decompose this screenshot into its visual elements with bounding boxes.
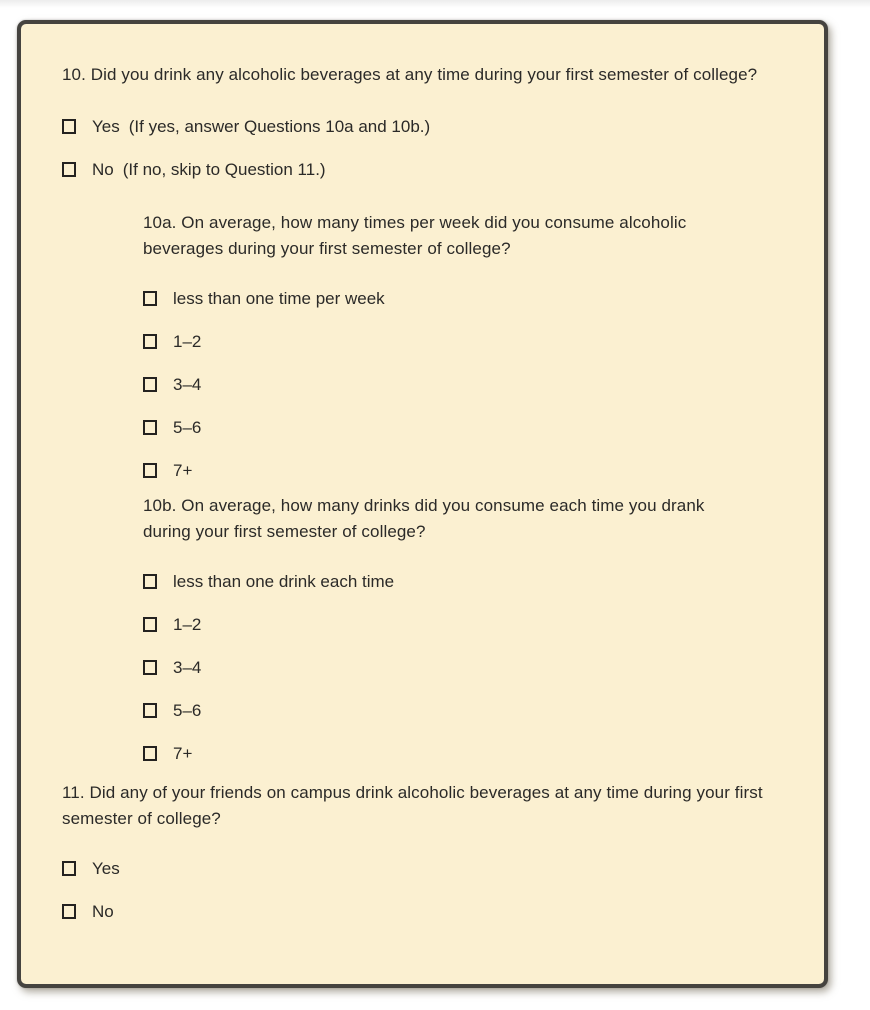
- question-11-text: 11. Did any of your friends on campus drink alcoholic beverages at any time during your first semester of college?: [62, 783, 763, 828]
- question-10-text: 10. Did you drink any alcoholic beverages at any time during your first semester of college?: [62, 65, 758, 84]
- q10a-option-4-checkbox[interactable]: [143, 463, 157, 478]
- q10a-option-0-label: less than one time per week: [173, 289, 385, 308]
- q10-yes-note: (If yes, answer Questions 10a and 10b.): [128, 117, 431, 136]
- q10a-option-2-label: 3–4: [173, 375, 202, 394]
- question-11: [62, 780, 784, 920]
- q10a-option-2-checkbox[interactable]: [143, 377, 157, 392]
- q10a-option-1-label: 1–2: [173, 332, 202, 351]
- q10b-option-1[interactable]: [143, 616, 784, 633]
- q10a-option-4-label: 7+: [173, 461, 193, 480]
- q10a-option-1[interactable]: [143, 333, 784, 350]
- q10b-option-1-label: 1–2: [173, 615, 202, 634]
- q10b-option-0-checkbox[interactable]: [143, 574, 157, 589]
- q10a-option-0[interactable]: [143, 290, 784, 307]
- q10-yes-label: Yes: [92, 117, 120, 136]
- q10b-option-2-checkbox[interactable]: [143, 660, 157, 675]
- q10a-option-0-checkbox[interactable]: [143, 291, 157, 306]
- survey-card: [17, 20, 828, 988]
- q10b-option-1-checkbox[interactable]: [143, 617, 157, 632]
- q10b-option-0-label: less than one drink each time: [173, 572, 395, 591]
- q11-option-no[interactable]: [62, 903, 784, 920]
- q10-no-checkbox[interactable]: [62, 162, 76, 177]
- q10-no-label: No: [92, 160, 114, 179]
- q10a-option-3-checkbox[interactable]: [143, 420, 157, 435]
- q11-no-label: No: [92, 902, 114, 921]
- q11-yes-checkbox[interactable]: [62, 861, 76, 876]
- q10a-option-1-checkbox[interactable]: [143, 334, 157, 349]
- q10b-option-4-label: 7+: [173, 744, 193, 763]
- q10a-option-4[interactable]: [143, 462, 784, 479]
- q10b-option-3-checkbox[interactable]: [143, 703, 157, 718]
- question-10b-text: 10b. On average, how many drinks did you consume each time you drank during your first semester of college?: [143, 496, 705, 541]
- q10b-option-0[interactable]: [143, 573, 784, 590]
- q10b-option-3-label: 5–6: [173, 701, 202, 720]
- q10b-option-2-label: 3–4: [173, 658, 202, 677]
- scan-artifact-strip: [0, 0, 870, 8]
- q10b-option-2[interactable]: [143, 659, 784, 676]
- q10-option-yes[interactable]: [62, 118, 784, 135]
- q11-no-checkbox[interactable]: [62, 904, 76, 919]
- q10-no-note: (If no, skip to Question 11.): [122, 160, 326, 179]
- q10a-option-3-label: 5–6: [173, 418, 202, 437]
- question-10: [62, 62, 784, 178]
- q11-option-yes[interactable]: [62, 860, 784, 877]
- q10b-option-3[interactable]: [143, 702, 784, 719]
- q10a-option-2[interactable]: [143, 376, 784, 393]
- question-10a: [143, 210, 784, 479]
- q10-yes-checkbox[interactable]: [62, 119, 76, 134]
- question-10b: [143, 493, 784, 762]
- q10b-option-4[interactable]: [143, 745, 784, 762]
- q10-option-no[interactable]: [62, 161, 784, 178]
- question-10a-text: 10a. On average, how many times per week did you consume alcoholic beverages during your first semester of college?: [143, 213, 687, 258]
- q11-yes-label: Yes: [92, 859, 120, 878]
- q10a-option-3[interactable]: [143, 419, 784, 436]
- q10b-option-4-checkbox[interactable]: [143, 746, 157, 761]
